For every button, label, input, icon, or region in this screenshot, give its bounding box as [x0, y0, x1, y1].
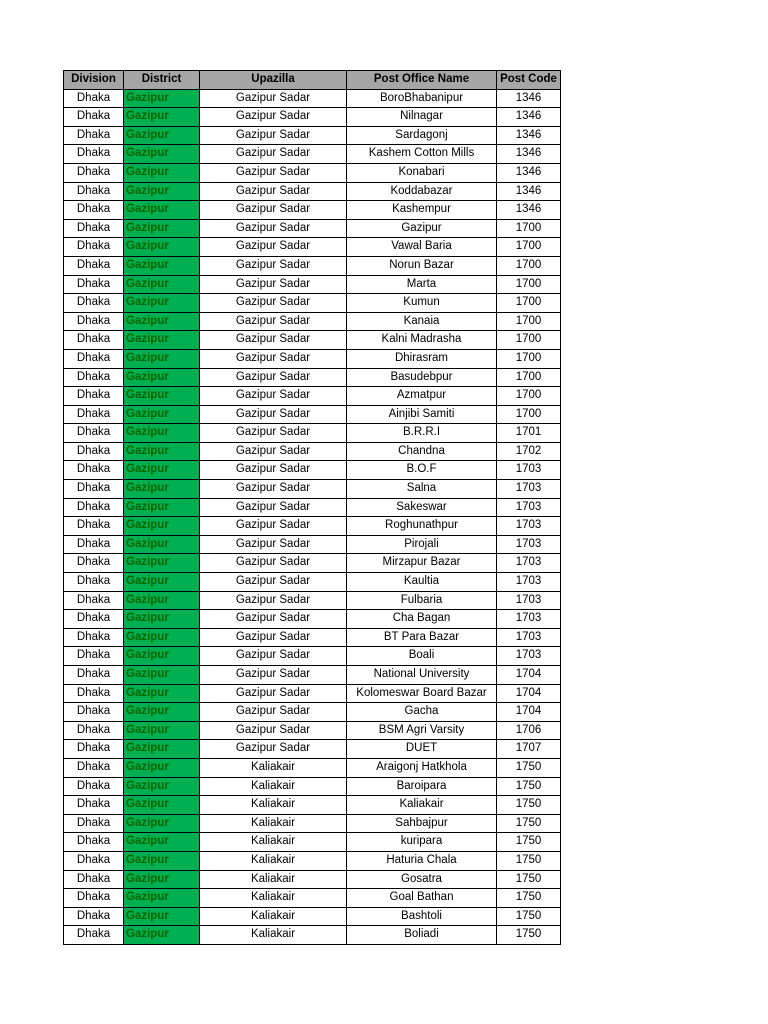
upazilla-cell: Kaliakair [200, 889, 347, 908]
division-cell: Dhaka [64, 256, 124, 275]
post-office-name-cell: Fulbaria [347, 591, 497, 610]
division-cell: Dhaka [64, 201, 124, 220]
upazilla-cell: Gazipur Sadar [200, 163, 347, 182]
division-cell: Dhaka [64, 312, 124, 331]
table-row [64, 89, 561, 108]
post-office-name-cell: Araigonj Hatkhola [347, 758, 497, 777]
upazilla-cell: Gazipur Sadar [200, 331, 347, 350]
table-row [64, 126, 561, 145]
upazilla-cell: Gazipur Sadar [200, 405, 347, 424]
post-code-cell: 1750 [497, 796, 561, 815]
post-code-cell: 1346 [497, 163, 561, 182]
division-cell: Dhaka [64, 405, 124, 424]
upazilla-cell: Gazipur Sadar [200, 424, 347, 443]
post-office-name-cell: B.O.F [347, 461, 497, 480]
district-cell: Gazipur [124, 275, 200, 294]
division-cell: Dhaka [64, 163, 124, 182]
district-cell: Gazipur [124, 684, 200, 703]
upazilla-cell: Gazipur Sadar [200, 368, 347, 387]
upazilla-cell: Gazipur Sadar [200, 238, 347, 257]
table-row [64, 163, 561, 182]
upazilla-cell: Gazipur Sadar [200, 480, 347, 499]
post-office-name-cell: Sardagonj [347, 126, 497, 145]
division-cell: Dhaka [64, 851, 124, 870]
division-cell: Dhaka [64, 275, 124, 294]
post-office-name-cell: Marta [347, 275, 497, 294]
post-code-cell: 1700 [497, 238, 561, 257]
table-row [64, 294, 561, 313]
upazilla-cell: Gazipur Sadar [200, 182, 347, 201]
division-cell: Dhaka [64, 870, 124, 889]
header-post-office-name: Post Office Name [347, 71, 497, 90]
division-cell: Dhaka [64, 89, 124, 108]
division-cell: Dhaka [64, 907, 124, 926]
upazilla-cell: Kaliakair [200, 777, 347, 796]
post-office-name-cell: Kaliakair [347, 796, 497, 815]
division-cell: Dhaka [64, 591, 124, 610]
table-row [64, 256, 561, 275]
division-cell: Dhaka [64, 889, 124, 908]
post-code-cell: 1700 [497, 349, 561, 368]
district-cell: Gazipur [124, 703, 200, 722]
upazilla-cell: Gazipur Sadar [200, 126, 347, 145]
table-row [64, 424, 561, 443]
upazilla-cell: Kaliakair [200, 926, 347, 945]
district-cell: Gazipur [124, 89, 200, 108]
upazilla-cell: Gazipur Sadar [200, 349, 347, 368]
upazilla-cell: Gazipur Sadar [200, 312, 347, 331]
table-row [64, 666, 561, 685]
post-office-name-cell: Mirzapur Bazar [347, 554, 497, 573]
district-cell: Gazipur [124, 610, 200, 629]
table-row [64, 312, 561, 331]
division-cell: Dhaka [64, 517, 124, 536]
post-code-cell: 1704 [497, 666, 561, 685]
division-cell: Dhaka [64, 145, 124, 164]
district-cell: Gazipur [124, 368, 200, 387]
division-cell: Dhaka [64, 573, 124, 592]
division-cell: Dhaka [64, 238, 124, 257]
table-row [64, 405, 561, 424]
division-cell: Dhaka [64, 535, 124, 554]
district-cell: Gazipur [124, 833, 200, 852]
table-row [64, 349, 561, 368]
table-row [64, 275, 561, 294]
post-code-cell: 1750 [497, 851, 561, 870]
division-cell: Dhaka [64, 628, 124, 647]
header-post-code: Post Code [497, 71, 561, 90]
table-row [64, 610, 561, 629]
post-code-cell: 1750 [497, 758, 561, 777]
division-cell: Dhaka [64, 498, 124, 517]
table-row [64, 796, 561, 815]
district-cell: Gazipur [124, 349, 200, 368]
post-office-name-cell: Haturia Chala [347, 851, 497, 870]
upazilla-cell: Gazipur Sadar [200, 275, 347, 294]
post-office-name-cell: Pirojali [347, 535, 497, 554]
district-cell: Gazipur [124, 312, 200, 331]
division-cell: Dhaka [64, 721, 124, 740]
upazilla-cell: Gazipur Sadar [200, 498, 347, 517]
post-office-name-cell: Chandna [347, 442, 497, 461]
division-cell: Dhaka [64, 108, 124, 127]
upazilla-cell: Gazipur Sadar [200, 89, 347, 108]
district-cell: Gazipur [124, 201, 200, 220]
header-district: District [124, 71, 200, 90]
post-code-cell: 1700 [497, 331, 561, 350]
post-code-cell: 1346 [497, 108, 561, 127]
district-cell: Gazipur [124, 219, 200, 238]
table-row [64, 740, 561, 759]
upazilla-cell: Gazipur Sadar [200, 740, 347, 759]
post-office-name-cell: Dhirasram [347, 349, 497, 368]
post-office-name-cell: Kolomeswar Board Bazar [347, 684, 497, 703]
post-code-cell: 1346 [497, 126, 561, 145]
table-row [64, 926, 561, 945]
upazilla-cell: Gazipur Sadar [200, 387, 347, 406]
division-cell: Dhaka [64, 442, 124, 461]
upazilla-cell: Gazipur Sadar [200, 647, 347, 666]
table-row [64, 814, 561, 833]
district-cell: Gazipur [124, 926, 200, 945]
table-row [64, 889, 561, 908]
table-row [64, 368, 561, 387]
table-row [64, 145, 561, 164]
post-office-name-cell: Norun Bazar [347, 256, 497, 275]
division-cell: Dhaka [64, 182, 124, 201]
post-code-cell: 1700 [497, 219, 561, 238]
upazilla-cell: Kaliakair [200, 907, 347, 926]
post-code-cell: 1707 [497, 740, 561, 759]
division-cell: Dhaka [64, 554, 124, 573]
division-cell: Dhaka [64, 331, 124, 350]
division-cell: Dhaka [64, 461, 124, 480]
district-cell: Gazipur [124, 256, 200, 275]
post-code-cell: 1700 [497, 275, 561, 294]
district-cell: Gazipur [124, 126, 200, 145]
table-row [64, 721, 561, 740]
post-office-name-cell: Koddabazar [347, 182, 497, 201]
division-cell: Dhaka [64, 926, 124, 945]
post-office-name-cell: BSM Agri Varsity [347, 721, 497, 740]
table-row [64, 480, 561, 499]
post-code-cell: 1703 [497, 535, 561, 554]
district-cell: Gazipur [124, 889, 200, 908]
post-office-name-cell: Basudebpur [347, 368, 497, 387]
division-cell: Dhaka [64, 666, 124, 685]
table-row [64, 647, 561, 666]
post-office-name-cell: BT Para Bazar [347, 628, 497, 647]
post-office-name-cell: Vawal Baria [347, 238, 497, 257]
post-office-name-cell: Kashem Cotton Mills [347, 145, 497, 164]
division-cell: Dhaka [64, 796, 124, 815]
post-code-cell: 1750 [497, 870, 561, 889]
table-row [64, 442, 561, 461]
upazilla-cell: Gazipur Sadar [200, 517, 347, 536]
table-row [64, 758, 561, 777]
table-row [64, 573, 561, 592]
post-code-cell: 1750 [497, 777, 561, 796]
post-code-cell: 1750 [497, 814, 561, 833]
post-office-name-cell: Gosatra [347, 870, 497, 889]
post-code-cell: 1706 [497, 721, 561, 740]
table-row [64, 201, 561, 220]
post-office-name-cell: Kumun [347, 294, 497, 313]
district-cell: Gazipur [124, 424, 200, 443]
upazilla-cell: Gazipur Sadar [200, 256, 347, 275]
district-cell: Gazipur [124, 535, 200, 554]
district-cell: Gazipur [124, 238, 200, 257]
post-code-cell: 1703 [497, 517, 561, 536]
post-office-name-cell: Azmatpur [347, 387, 497, 406]
post-code-cell: 1703 [497, 573, 561, 592]
district-cell: Gazipur [124, 163, 200, 182]
district-cell: Gazipur [124, 405, 200, 424]
district-cell: Gazipur [124, 480, 200, 499]
post-office-name-cell: Sahbajpur [347, 814, 497, 833]
upazilla-cell: Gazipur Sadar [200, 684, 347, 703]
district-cell: Gazipur [124, 182, 200, 201]
upazilla-cell: Gazipur Sadar [200, 666, 347, 685]
post-office-name-cell: Sakeswar [347, 498, 497, 517]
post-code-cell: 1700 [497, 405, 561, 424]
upazilla-cell: Gazipur Sadar [200, 628, 347, 647]
table-row [64, 219, 561, 238]
post-office-name-cell: Boliadi [347, 926, 497, 945]
table-row [64, 833, 561, 852]
table-row [64, 591, 561, 610]
upazilla-cell: Gazipur Sadar [200, 108, 347, 127]
post-code-cell: 1701 [497, 424, 561, 443]
district-cell: Gazipur [124, 461, 200, 480]
post-code-cell: 1346 [497, 145, 561, 164]
upazilla-cell: Gazipur Sadar [200, 201, 347, 220]
post-code-cell: 1700 [497, 312, 561, 331]
header-division: Division [64, 71, 124, 90]
table-row [64, 517, 561, 536]
district-cell: Gazipur [124, 777, 200, 796]
post-code-cell: 1346 [497, 89, 561, 108]
district-cell: Gazipur [124, 145, 200, 164]
post-code-cell: 1700 [497, 256, 561, 275]
table-row [64, 108, 561, 127]
district-cell: Gazipur [124, 814, 200, 833]
upazilla-cell: Kaliakair [200, 814, 347, 833]
post-office-name-cell: Kashempur [347, 201, 497, 220]
division-cell: Dhaka [64, 368, 124, 387]
post-office-name-cell: Kaultia [347, 573, 497, 592]
upazilla-cell: Gazipur Sadar [200, 703, 347, 722]
post-office-name-cell: National University [347, 666, 497, 685]
post-office-name-cell: Kalni Madrasha [347, 331, 497, 350]
post-office-name-cell: Bashtoli [347, 907, 497, 926]
upazilla-cell: Gazipur Sadar [200, 145, 347, 164]
post-office-table [63, 70, 561, 945]
post-code-cell: 1703 [497, 591, 561, 610]
post-office-name-cell: B.R.R.I [347, 424, 497, 443]
division-cell: Dhaka [64, 740, 124, 759]
district-cell: Gazipur [124, 442, 200, 461]
post-office-name-cell: DUET [347, 740, 497, 759]
post-office-name-cell: Salna [347, 480, 497, 499]
district-cell: Gazipur [124, 554, 200, 573]
district-cell: Gazipur [124, 870, 200, 889]
table-row [64, 703, 561, 722]
upazilla-cell: Gazipur Sadar [200, 442, 347, 461]
district-cell: Gazipur [124, 573, 200, 592]
district-cell: Gazipur [124, 294, 200, 313]
post-office-name-cell: Nilnagar [347, 108, 497, 127]
division-cell: Dhaka [64, 758, 124, 777]
post-code-cell: 1702 [497, 442, 561, 461]
table-row [64, 907, 561, 926]
division-cell: Dhaka [64, 684, 124, 703]
table-row [64, 461, 561, 480]
post-code-cell: 1703 [497, 647, 561, 666]
district-cell: Gazipur [124, 517, 200, 536]
post-code-cell: 1700 [497, 368, 561, 387]
upazilla-cell: Kaliakair [200, 796, 347, 815]
post-office-name-cell: Gazipur [347, 219, 497, 238]
division-cell: Dhaka [64, 294, 124, 313]
district-cell: Gazipur [124, 796, 200, 815]
header-upazilla: Upazilla [200, 71, 347, 90]
post-code-cell: 1703 [497, 554, 561, 573]
upazilla-cell: Gazipur Sadar [200, 219, 347, 238]
division-cell: Dhaka [64, 219, 124, 238]
upazilla-cell: Gazipur Sadar [200, 554, 347, 573]
district-cell: Gazipur [124, 387, 200, 406]
post-code-cell: 1750 [497, 889, 561, 908]
division-cell: Dhaka [64, 126, 124, 145]
district-cell: Gazipur [124, 647, 200, 666]
upazilla-cell: Gazipur Sadar [200, 610, 347, 629]
post-code-cell: 1704 [497, 684, 561, 703]
table-row [64, 554, 561, 573]
district-cell: Gazipur [124, 758, 200, 777]
post-office-name-cell: Gacha [347, 703, 497, 722]
post-office-name-cell: Kanaia [347, 312, 497, 331]
division-cell: Dhaka [64, 610, 124, 629]
upazilla-cell: Gazipur Sadar [200, 573, 347, 592]
district-cell: Gazipur [124, 907, 200, 926]
table-row [64, 870, 561, 889]
division-cell: Dhaka [64, 647, 124, 666]
district-cell: Gazipur [124, 108, 200, 127]
post-office-name-cell: Goal Bathan [347, 889, 497, 908]
upazilla-cell: Kaliakair [200, 851, 347, 870]
post-office-name-cell: BoroBhabanipur [347, 89, 497, 108]
post-code-cell: 1704 [497, 703, 561, 722]
upazilla-cell: Gazipur Sadar [200, 721, 347, 740]
district-cell: Gazipur [124, 851, 200, 870]
post-office-name-cell: Ainjibi Samiti [347, 405, 497, 424]
post-code-cell: 1346 [497, 182, 561, 201]
upazilla-cell: Kaliakair [200, 758, 347, 777]
post-code-cell: 1703 [497, 498, 561, 517]
district-cell: Gazipur [124, 331, 200, 350]
post-code-cell: 1750 [497, 926, 561, 945]
division-cell: Dhaka [64, 424, 124, 443]
district-cell: Gazipur [124, 591, 200, 610]
district-cell: Gazipur [124, 666, 200, 685]
header-row [64, 71, 561, 90]
table-row [64, 628, 561, 647]
post-code-cell: 1750 [497, 833, 561, 852]
district-cell: Gazipur [124, 498, 200, 517]
upazilla-cell: Kaliakair [200, 870, 347, 889]
upazilla-cell: Gazipur Sadar [200, 591, 347, 610]
upazilla-cell: Gazipur Sadar [200, 535, 347, 554]
district-cell: Gazipur [124, 628, 200, 647]
table-row [64, 331, 561, 350]
table-row [64, 777, 561, 796]
post-code-cell: 1700 [497, 387, 561, 406]
district-cell: Gazipur [124, 740, 200, 759]
post-office-name-cell: Cha Bagan [347, 610, 497, 629]
post-office-name-cell: Baroipara [347, 777, 497, 796]
post-code-cell: 1703 [497, 628, 561, 647]
post-code-cell: 1703 [497, 480, 561, 499]
division-cell: Dhaka [64, 480, 124, 499]
upazilla-cell: Gazipur Sadar [200, 461, 347, 480]
post-office-name-cell: Konabari [347, 163, 497, 182]
table-row [64, 684, 561, 703]
post-code-cell: 1703 [497, 461, 561, 480]
division-cell: Dhaka [64, 814, 124, 833]
table-row [64, 851, 561, 870]
post-office-name-cell: kuripara [347, 833, 497, 852]
post-office-name-cell: Boali [347, 647, 497, 666]
division-cell: Dhaka [64, 387, 124, 406]
upazilla-cell: Kaliakair [200, 833, 347, 852]
division-cell: Dhaka [64, 777, 124, 796]
post-code-cell: 1703 [497, 610, 561, 629]
post-code-cell: 1346 [497, 201, 561, 220]
division-cell: Dhaka [64, 349, 124, 368]
table-row [64, 498, 561, 517]
post-code-cell: 1700 [497, 294, 561, 313]
division-cell: Dhaka [64, 833, 124, 852]
post-office-name-cell: Roghunathpur [347, 517, 497, 536]
post-code-cell: 1750 [497, 907, 561, 926]
table-row [64, 535, 561, 554]
table-body [64, 89, 561, 944]
upazilla-cell: Gazipur Sadar [200, 294, 347, 313]
table-row [64, 182, 561, 201]
district-cell: Gazipur [124, 721, 200, 740]
table-row [64, 387, 561, 406]
table-row [64, 238, 561, 257]
division-cell: Dhaka [64, 703, 124, 722]
